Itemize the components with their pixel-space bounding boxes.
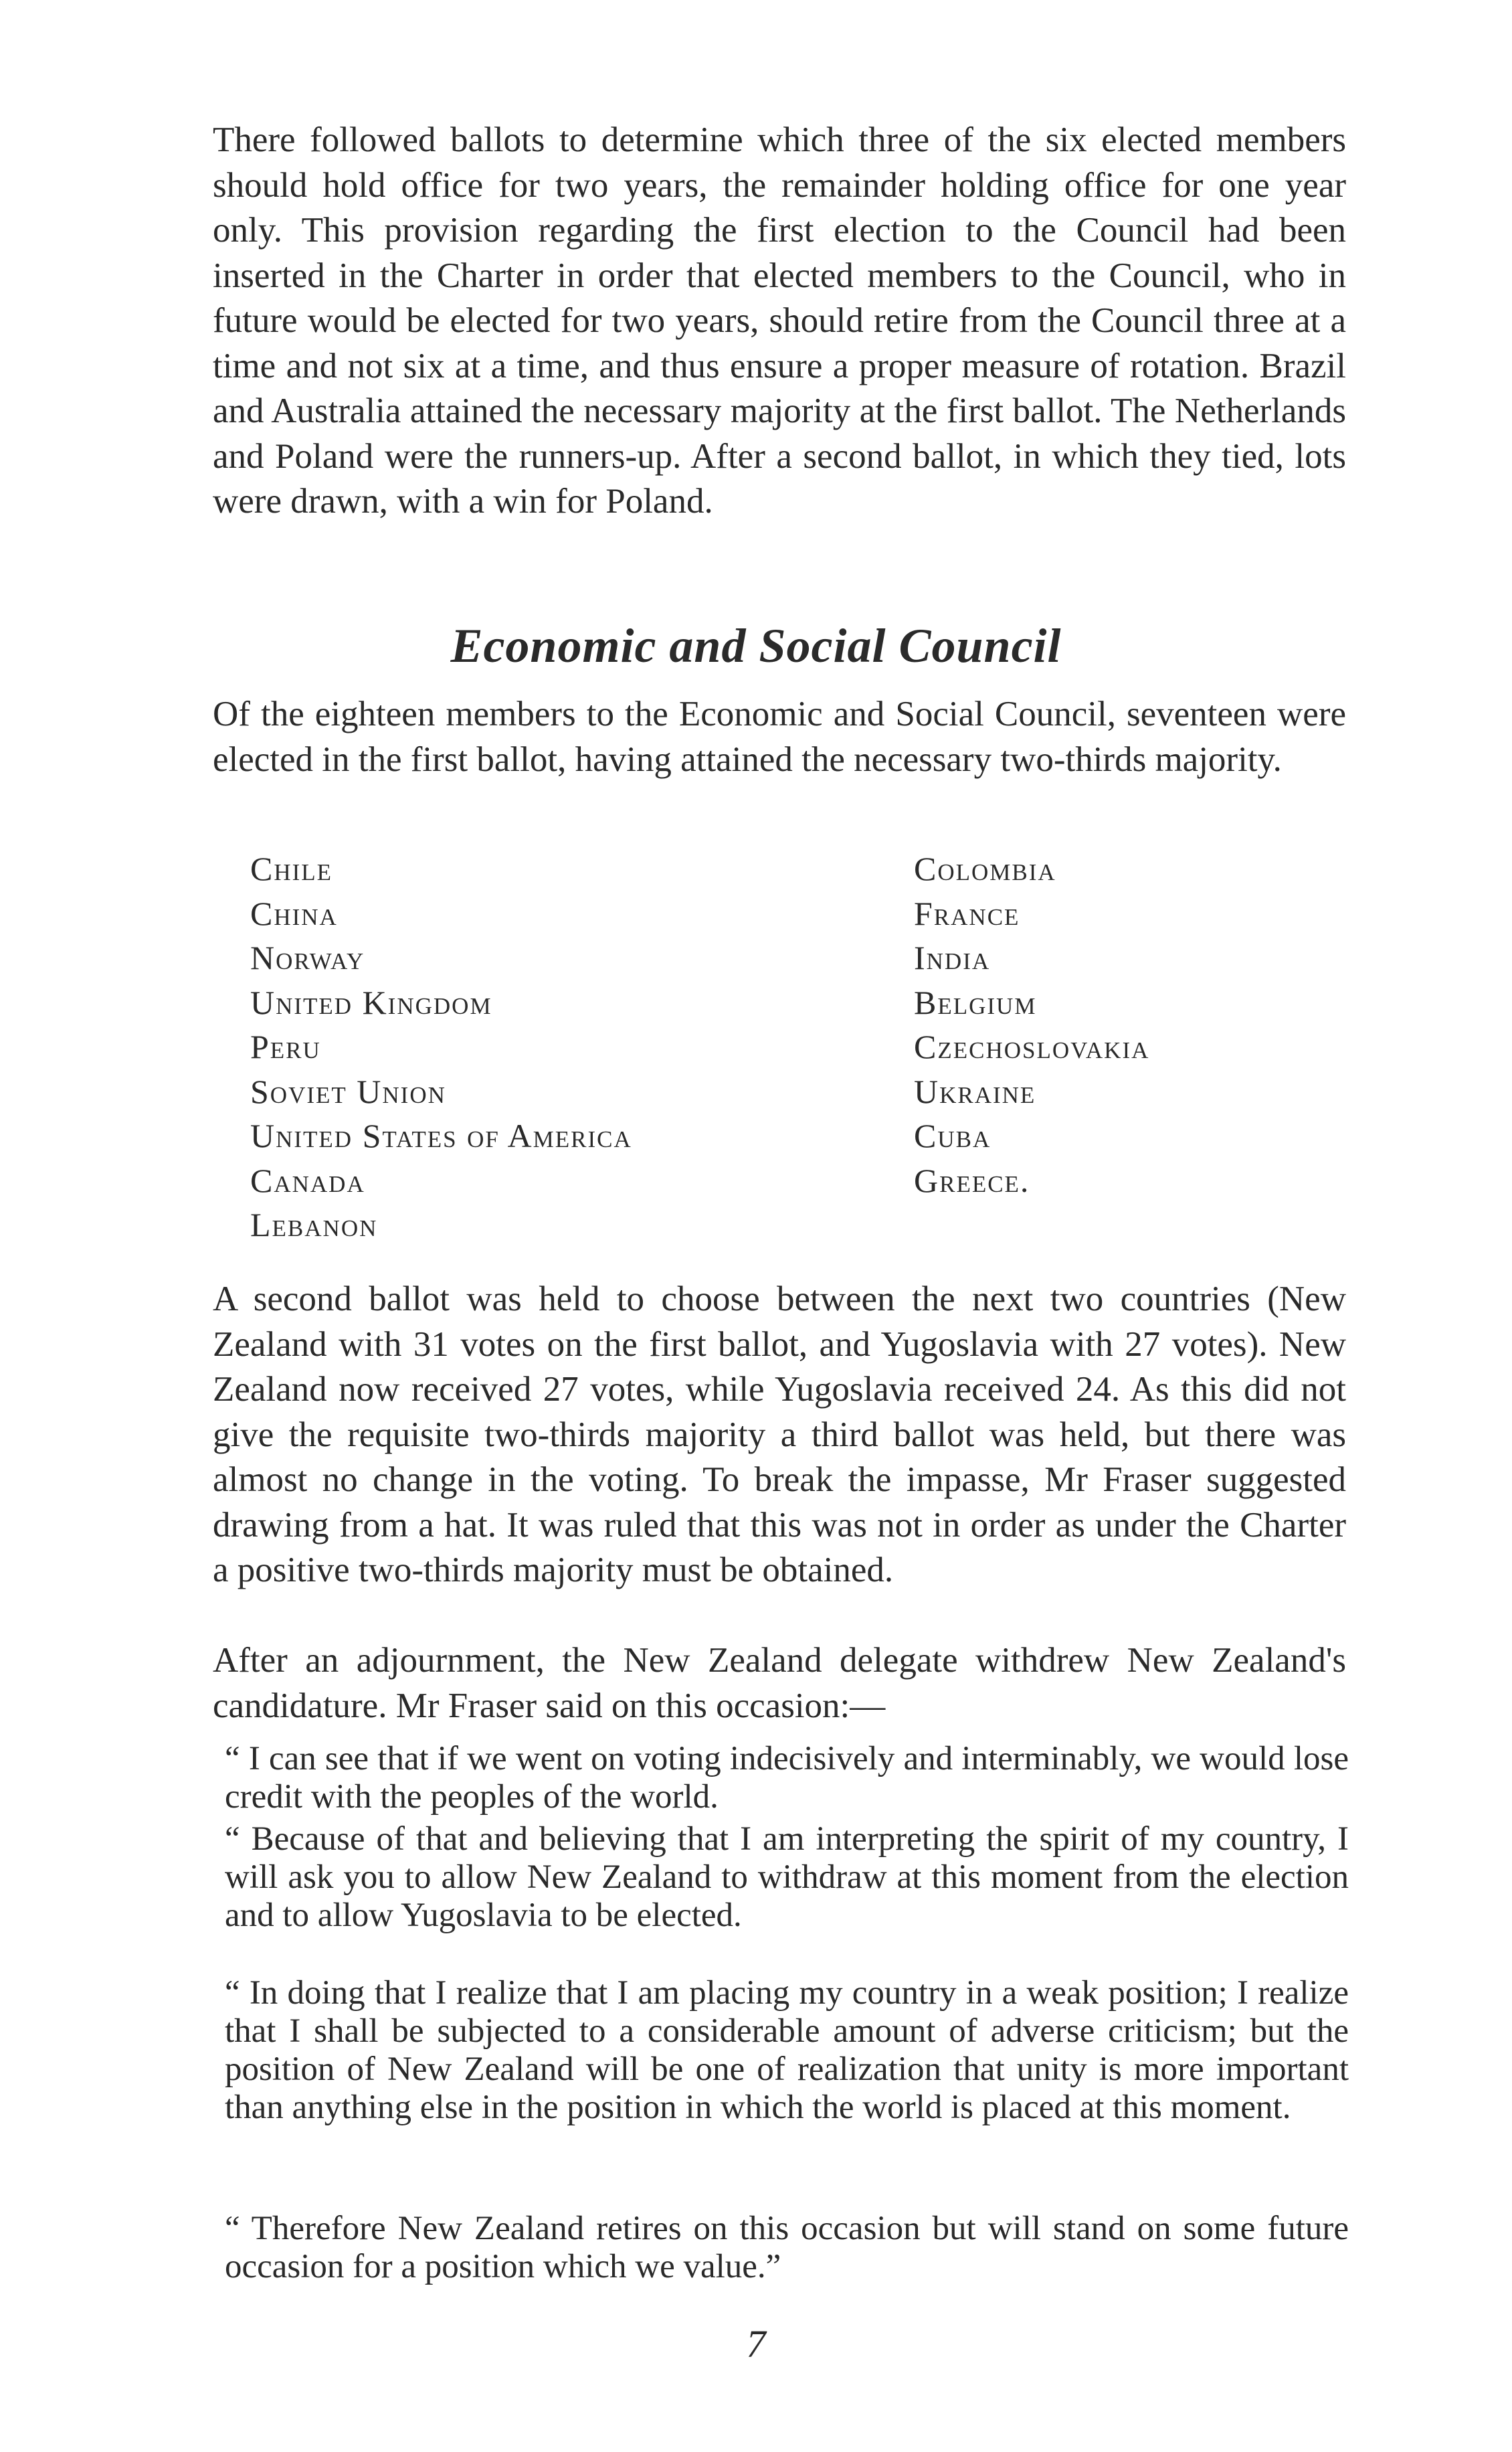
quote-paragraph-4: “ Therefore New Zealand retires on this occasion but will stand on some future occasion for a position which we value.” xyxy=(225,2210,1349,2285)
page-number: 7 xyxy=(746,2322,766,2366)
country-item: Peru xyxy=(250,1028,321,1065)
elected-countries-left-column xyxy=(250,847,632,1247)
country-item: Soviet Union xyxy=(250,1072,446,1110)
country-item: Chile xyxy=(250,850,333,887)
country-item: China xyxy=(250,894,338,932)
country-item: Czechoslovakia xyxy=(914,1028,1150,1065)
section-heading-economic-social-council: Economic and Social Council xyxy=(450,619,1062,673)
country-item: Canada xyxy=(250,1161,365,1199)
paragraph-ballots-council-terms: There followed ballots to determine which three of the six elected members should hold office for two years, the remainder holding office for one year only. This provision regarding the first election to the Council had been inserted in the Charter in order that elected members to the Council, who in future would be elected for two years, should retire from the Council three at a time and not six at a time, and thus ensure a proper measure of rotation. Brazil and Australia attained the necessary majority at the first ballot. The Netherlands and Poland were the runners-up. After a second ballot, in which they tied, lots were drawn, with a win for Poland. xyxy=(213,120,1346,521)
country-item: Colombia xyxy=(914,850,1056,887)
paragraph-ecosoc-election-intro: Of the eighteen members to the Economic and Social Council, seventeen were elected in the first ballot, having attained the necessary two-thirds majority. xyxy=(213,695,1346,779)
country-item: United States of America xyxy=(250,1117,632,1154)
paragraph-adjournment-withdrawal: After an adjournment, the New Zealand delegate withdrew New Zealand's candidature. Mr Fraser said on this occasion:— xyxy=(213,1641,1346,1725)
quote-paragraph-1: “ I can see that if we went on voting indecisively and interminably, we would lose credit with the peoples of the world. xyxy=(225,1740,1349,1816)
elected-countries-right-column xyxy=(914,847,1149,1203)
country-item: Greece. xyxy=(914,1161,1030,1199)
country-item: Belgium xyxy=(914,983,1037,1021)
quote-paragraph-3: “ In doing that I realize that I am placing my country in a weak position; I realize that I shall be subjected to a considerable amount of adverse criticism; but the position of New Zealand will be one of realization that unity is more important than anything else in the position in which the world is placed at this moment. xyxy=(225,1974,1349,2126)
quote-paragraph-2: “ Because of that and believing that I am interpreting the spirit of my country, I will ask you to allow New Zealand to withdraw at this moment from the election and to allow Yugoslavia to be elected. xyxy=(225,1820,1349,1934)
country-item: India xyxy=(914,939,991,976)
country-item: Cuba xyxy=(914,1117,991,1154)
country-item: France xyxy=(914,894,1020,932)
country-item: Norway xyxy=(250,939,365,976)
country-item: Ukraine xyxy=(914,1072,1036,1110)
paragraph-second-ballot: A second ballot was held to choose between the next two countries (New Zealand with 31 votes on the first ballot, and Yugoslavia with 27 votes). New Zealand now received 27 votes, while Yugoslavia received 24. As this did not give the requisite two-thirds majority a third ballot was held, but there was almost no change in the voting. To break the impasse, Mr Fraser suggested drawing from a hat. It was ruled that this was not in order as under the Charter a positive two-thirds majority must be obtained. xyxy=(213,1280,1346,1589)
country-item: United Kingdom xyxy=(250,983,492,1021)
country-item: Lebanon xyxy=(250,1206,378,1243)
